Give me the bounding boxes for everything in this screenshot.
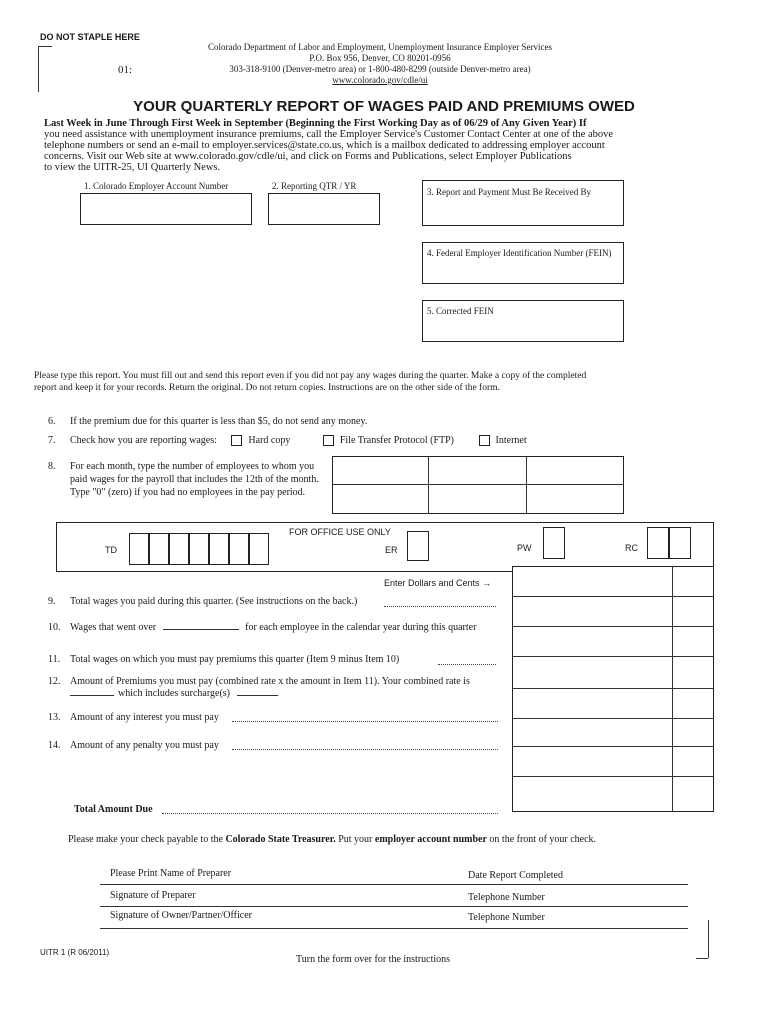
- signature-line[interactable]: [100, 928, 688, 929]
- hard-copy-checkbox[interactable]: [231, 435, 242, 446]
- dollars-header: [384, 578, 491, 589]
- grid-divider: [512, 626, 714, 627]
- grid-divider: [512, 688, 714, 689]
- wage-limit-blank[interactable]: [163, 629, 239, 630]
- td-digit-box[interactable]: [189, 533, 209, 565]
- leader-dots: [438, 664, 496, 665]
- dollars-header-text: Enter Dollars and Cents: [384, 578, 480, 588]
- item-14-amount[interactable]: [514, 748, 672, 776]
- item-12-line1: Amount of Premiums you must pay (combined rate x the amount in Item 11). Your combined rate is: [70, 676, 470, 687]
- item-number: 11.: [48, 654, 61, 665]
- er-box[interactable]: [407, 531, 429, 561]
- item-11: [48, 654, 399, 666]
- td-boxes: [129, 533, 269, 565]
- instructions-line: report and keep it for your records. Return the original. Do not return copies. Instructions are on the other side of the form.: [34, 383, 500, 393]
- intro-line: telephone numbers or send an e-mail to employer.services@state.co.us, which is a mailbox dedicated to addressing employer account: [44, 140, 605, 151]
- agency-line: P.O. Box 956, Denver, CO 80201-0956: [309, 53, 451, 63]
- staple-corner-mark-top: [38, 46, 52, 47]
- surcharge-blank[interactable]: [237, 695, 277, 696]
- internet-label: Internet: [495, 435, 527, 446]
- td-digit-box[interactable]: [149, 533, 169, 565]
- td-digit-box[interactable]: [129, 533, 149, 565]
- payable-instruction: [68, 834, 596, 846]
- office-use-title: FOR OFFICE USE ONLY: [289, 527, 391, 537]
- staple-corner-mark: [38, 46, 39, 92]
- item-number: 9.: [48, 596, 56, 607]
- received-by-field[interactable]: [422, 180, 624, 226]
- payee-name: Colorado State Treasurer.: [225, 834, 336, 845]
- item-11-amount[interactable]: [514, 658, 672, 688]
- intro-line: concerns. Visit our Web site at www.colorado.gov/cdle/ui, and click on Forms and Publications, select Employer Publications: [44, 151, 572, 162]
- td-digit-box[interactable]: [209, 533, 229, 565]
- pw-label: PW: [517, 543, 532, 553]
- arrow-right-icon: →: [482, 578, 492, 588]
- item-6: [48, 416, 367, 428]
- reporting-qtr-label: 2. Reporting QTR / YR: [272, 181, 357, 191]
- item-number: 13.: [48, 712, 61, 723]
- item-number: 8.: [48, 461, 56, 472]
- item-14-text: Amount of any penalty you must pay: [70, 740, 219, 751]
- leader-dots: [232, 721, 498, 722]
- item-8-line: Type "0" (zero) if you had no employees in the pay period.: [70, 487, 306, 498]
- item-14: [48, 740, 219, 752]
- staple-corner-mark-bottom-edge: [696, 958, 708, 959]
- item-8-line: paid wages for the payroll that includes the 12th of the month.: [70, 474, 319, 485]
- leader-dots: [162, 813, 498, 814]
- agency-line: Colorado Department of Labor and Employment, Unemployment Insurance Employer Services: [208, 42, 552, 52]
- month-2-count-field[interactable]: [436, 488, 518, 508]
- agency-block: [190, 42, 570, 86]
- agency-website: www.colorado.gov/cdle/ui: [332, 75, 428, 85]
- intro-paragraph: [44, 118, 734, 173]
- item-number: 14.: [48, 740, 61, 751]
- item-6-text: If the premium due for this quarter is less than $5, do not send any money.: [70, 416, 368, 427]
- rc-box-1[interactable]: [647, 527, 669, 559]
- intro-line: to view the UITR-25, UI Quarterly News.: [44, 162, 221, 173]
- item-number: 10.: [48, 622, 61, 633]
- rc-box-2[interactable]: [669, 527, 691, 559]
- item-13: [48, 712, 219, 724]
- grid-divider: [512, 718, 714, 719]
- ftp-checkbox[interactable]: [323, 435, 334, 446]
- total-amount-due-label: Total Amount Due: [74, 804, 153, 815]
- combined-rate-blank[interactable]: [70, 695, 114, 696]
- payable-emphasis: employer account number: [374, 834, 487, 845]
- item-10-text-b: for each employee in the calendar year during this quarter: [245, 622, 477, 633]
- payable-text: Put your: [338, 834, 373, 845]
- grid-divider: [512, 596, 714, 597]
- item-7: [48, 435, 527, 447]
- do-not-staple-notice: DO NOT STAPLE HERE: [40, 32, 140, 42]
- item-8-line: For each month, type the number of employees to whom you: [70, 461, 315, 472]
- grid-divider: [512, 776, 714, 777]
- corrected-fein-field[interactable]: [422, 300, 624, 342]
- turn-over-note: Turn the form over for the instructions: [296, 954, 451, 965]
- item-9: [48, 596, 357, 608]
- item-11-text: Total wages on which you must pay premiums this quarter (Item 9 minus Item 10): [70, 654, 400, 665]
- fein-label: 4. Federal Employer Identification Number (FEIN): [427, 248, 612, 258]
- item-9-text: Total wages you paid during this quarter. (See instructions on the back.): [70, 596, 358, 607]
- item-8: [48, 460, 319, 499]
- preparer-name-label: Please Print Name of Preparer: [110, 868, 232, 879]
- ftp-label: File Transfer Protocol (FTP): [339, 435, 455, 446]
- item-12-line2: which includes surcharge(s): [118, 688, 231, 699]
- signature-line[interactable]: [100, 906, 688, 907]
- fein-field[interactable]: [422, 242, 624, 284]
- hard-copy-label: Hard copy: [248, 435, 291, 446]
- item-13-amount[interactable]: [514, 720, 672, 746]
- instructions-paragraph: [34, 370, 734, 394]
- grid-divider: [526, 456, 527, 514]
- grid-divider: [512, 746, 714, 747]
- internet-checkbox[interactable]: [479, 435, 490, 446]
- item-7-text: Check how you are reporting wages:: [70, 435, 217, 446]
- agency-line: 303-318-9100 (Denver-metro area) or 1-800-480-8299 (outside Denver-metro area): [229, 64, 531, 74]
- item-number: 7.: [48, 435, 56, 446]
- office-use-panel: [56, 522, 714, 572]
- leader-dots: [384, 606, 496, 607]
- form-id: UITR 1 (R 06/2011): [40, 948, 110, 957]
- item-13-text: Amount of any interest you must pay: [70, 712, 219, 723]
- td-digit-box[interactable]: [169, 533, 189, 565]
- item-10-amount[interactable]: [514, 628, 672, 656]
- item-9-amount[interactable]: [514, 598, 672, 626]
- staple-corner-mark-bottom: [708, 920, 709, 958]
- item-12: 12. Amount of Premiums you must pay (combined rate x the amount in Item 11). Your combined rate is which includes surcharge(s) .: [48, 676, 470, 699]
- item-number: 12.: [48, 676, 61, 687]
- item-10: [48, 622, 476, 634]
- rc-label: RC: [625, 543, 638, 553]
- td-label: TD: [105, 545, 117, 555]
- intro-line: Last Week in June Through First Week in September (Beginning the First Working Day as of 06/29 of Any Given Year) If: [44, 118, 587, 129]
- leader-dots: [232, 749, 498, 750]
- employer-account-field[interactable]: [80, 193, 252, 225]
- item-12-amount[interactable]: [514, 690, 672, 718]
- pw-box[interactable]: [543, 527, 565, 559]
- payable-text: on the front of your check.: [489, 834, 597, 845]
- telephone-label-1: Telephone Number: [468, 892, 545, 903]
- td-digit-box[interactable]: [249, 533, 269, 565]
- item-10-text-a: Wages that went over: [70, 622, 157, 633]
- signature-line[interactable]: [100, 884, 688, 885]
- employer-account-label: 1. Colorado Employer Account Number: [84, 181, 229, 191]
- er-label: ER: [385, 545, 398, 555]
- received-by-label: 3. Report and Payment Must Be Received By: [427, 187, 591, 197]
- month-1-count-field[interactable]: [340, 488, 422, 508]
- grid-divider: [428, 456, 429, 514]
- reporting-qtr-field[interactable]: [268, 193, 380, 225]
- grid-divider: [512, 656, 714, 657]
- total-amount-field[interactable]: [514, 778, 672, 810]
- grid-divider: [332, 484, 624, 485]
- form-code: 01:: [118, 64, 133, 76]
- date-completed-label: Date Report Completed: [468, 870, 563, 881]
- month-3-count-field[interactable]: [534, 488, 616, 508]
- owner-signature-label: Signature of Owner/Partner/Officer: [110, 910, 252, 921]
- page-title: YOUR QUARTERLY REPORT OF WAGES PAID AND PREMIUMS OWED: [133, 98, 635, 115]
- corrected-fein-label: 5. Corrected FEIN: [427, 306, 494, 316]
- payable-text: Please make your check payable to the: [68, 834, 223, 845]
- td-digit-box[interactable]: [229, 533, 249, 565]
- intro-line: you need assistance with unemployment insurance premiums, call the Employer Service's Customer Contact Center at one of the above: [44, 129, 614, 140]
- preparer-signature-label: Signature of Preparer: [110, 890, 196, 901]
- telephone-label-2: Telephone Number: [468, 912, 545, 923]
- item-number: 6.: [48, 416, 56, 427]
- instructions-line: Please type this report. You must fill out and send this report even if you did not pay any wages during the quarter. Make a copy of the completed: [34, 371, 587, 381]
